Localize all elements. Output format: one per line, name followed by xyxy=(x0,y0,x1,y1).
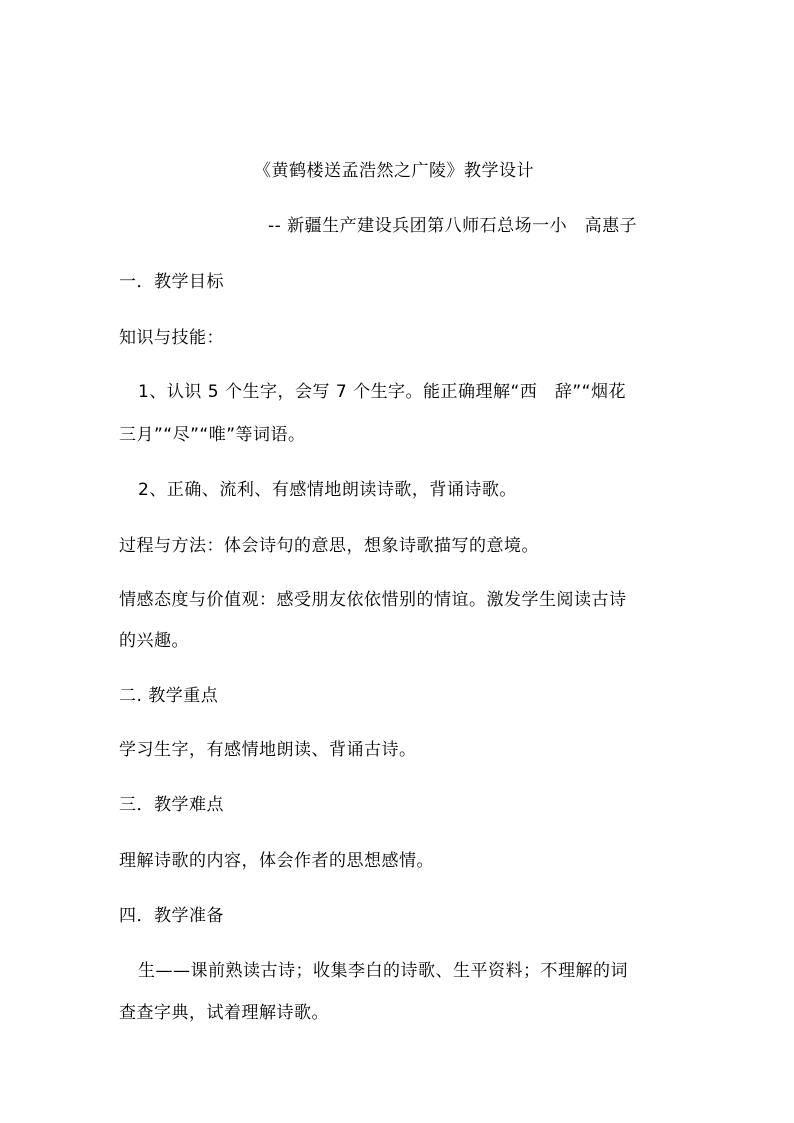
preparation-line-1: 生——课前熟读古诗；收集李白的诗歌、生平资料；不理解的词 xyxy=(138,961,628,981)
section-heading-key-points: 二. 教学重点 xyxy=(119,686,219,706)
difficulties-text: 理解诗歌的内容，体会作者的思想感情。 xyxy=(119,851,434,871)
section-heading-objectives: 一．教学目标 xyxy=(119,272,224,292)
skill-item-2: 2、正确、流利、有感情地朗读诗歌，背诵诗歌。 xyxy=(138,480,517,500)
skill-item-1-line-2: 三月”“尽”“唯”等词语。 xyxy=(119,425,306,445)
section-heading-difficulties: 三．教学难点 xyxy=(119,795,224,815)
subheading-knowledge-skills: 知识与技能： xyxy=(119,328,224,348)
document-title: 《黄鹤楼送孟浩然之广陵》教学设计 xyxy=(254,161,534,181)
skill-item-1-line-1: 1、认识 5 个生字，会写 7 个生字。能正确理解“西 辞”“烟花 xyxy=(138,382,626,402)
document-author: -- 新疆生产建设兵团第八师石总场一小 高惠子 xyxy=(268,216,638,236)
section-heading-preparation: 四．教学准备 xyxy=(119,906,224,926)
preparation-line-2: 查查字典，试着理解诗歌。 xyxy=(119,1003,329,1023)
key-points-text: 学习生字，有感情地朗读、背诵古诗。 xyxy=(119,740,417,760)
process-method-text: 过程与方法：体会诗句的意思，想象诗歌描写的意境。 xyxy=(119,536,539,556)
emotion-values-line-1: 情感态度与价值观：感受朋友依依惜别的情谊。激发学生阅读古诗 xyxy=(119,590,627,610)
emotion-values-line-2: 的兴趣。 xyxy=(119,631,189,651)
